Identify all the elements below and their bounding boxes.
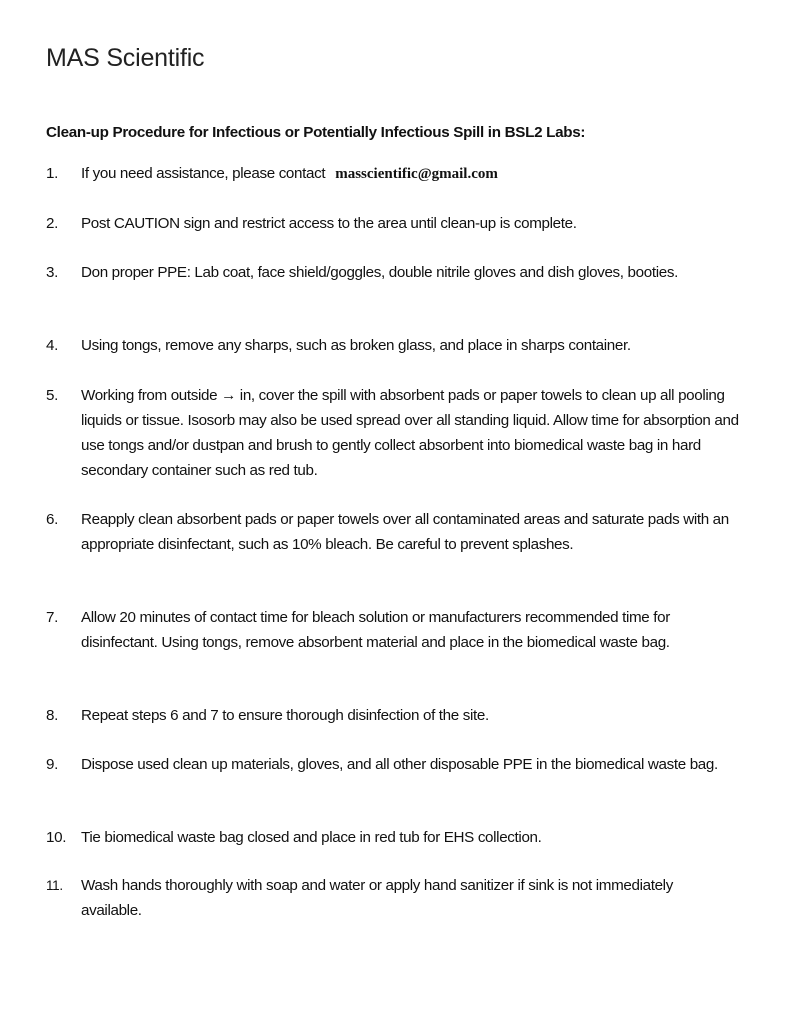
step-number: 5. bbox=[46, 387, 58, 404]
step-7 bbox=[46, 605, 736, 655]
contact-email-link[interactable]: masscientific@gmail.com bbox=[335, 166, 498, 182]
step-number: 10. bbox=[46, 829, 67, 846]
step-number: 3. bbox=[46, 264, 58, 281]
step-6 bbox=[46, 507, 746, 557]
step-text: If you need assistance, please contact bbox=[81, 165, 326, 182]
step-text: Post CAUTION sign and restrict access to the area until clean-up is complete. bbox=[81, 215, 577, 232]
step-text: Allow 20 minutes of contact time for bleach solution or manufacturers recommended time for disinfectant. Using tongs, remove absorbent material and place in the biomedical waste bag. bbox=[81, 609, 670, 651]
step-number: 7. bbox=[46, 609, 58, 626]
step-9 bbox=[46, 752, 746, 777]
step-text: Dispose used clean up materials, gloves, and all other disposable PPE in the biomedical waste bag. bbox=[81, 756, 718, 773]
step-number: 1. bbox=[46, 165, 58, 182]
step-text: Wash hands thoroughly with soap and water or apply hand sanitizer if sink is not immediately available. bbox=[81, 877, 673, 919]
step-3 bbox=[46, 260, 726, 285]
step-number: 11. bbox=[46, 878, 63, 893]
step-text: Don proper PPE: Lab coat, face shield/goggles, double nitrile gloves and dish gloves, booties. bbox=[81, 264, 678, 281]
step-11 bbox=[46, 873, 716, 923]
step-number: 9. bbox=[46, 756, 58, 773]
step-1 bbox=[46, 161, 746, 187]
step-number: 6. bbox=[46, 511, 58, 528]
step-8 bbox=[46, 703, 746, 728]
step-text: Working from outside → in, cover the spill with absorbent pads or paper towels to clean up all pooling liquids or tissue. Isosorb may also be used spread over all standing liquid. Allow time for absorption and use tongs and/or dustpan and brush to gently collect absorbent into biomedical waste bag in hard secondary container such as red tub. bbox=[81, 387, 739, 479]
company-name: MAS Scientific bbox=[46, 44, 205, 72]
step-text: Repeat steps 6 and 7 to ensure thorough disinfection of the site. bbox=[81, 707, 489, 724]
step-2 bbox=[46, 211, 746, 236]
step-text: Reapply clean absorbent pads or paper towels over all contaminated areas and saturate pads with an appropriate disinfectant, such as 10% bleach. Be careful to prevent splashes. bbox=[81, 511, 729, 553]
step-number: 2. bbox=[46, 215, 58, 232]
step-number: 4. bbox=[46, 337, 58, 354]
step-number: 8. bbox=[46, 707, 58, 724]
procedure-heading: Clean-up Procedure for Infectious or Potentially Infectious Spill in BSL2 Labs: bbox=[46, 124, 586, 141]
step-4 bbox=[46, 333, 746, 358]
step-5 bbox=[46, 383, 746, 483]
step-text: Tie biomedical waste bag closed and place in red tub for EHS collection. bbox=[81, 829, 542, 846]
step-10 bbox=[46, 825, 746, 850]
step-text: Using tongs, remove any sharps, such as broken glass, and place in sharps container. bbox=[81, 337, 631, 354]
